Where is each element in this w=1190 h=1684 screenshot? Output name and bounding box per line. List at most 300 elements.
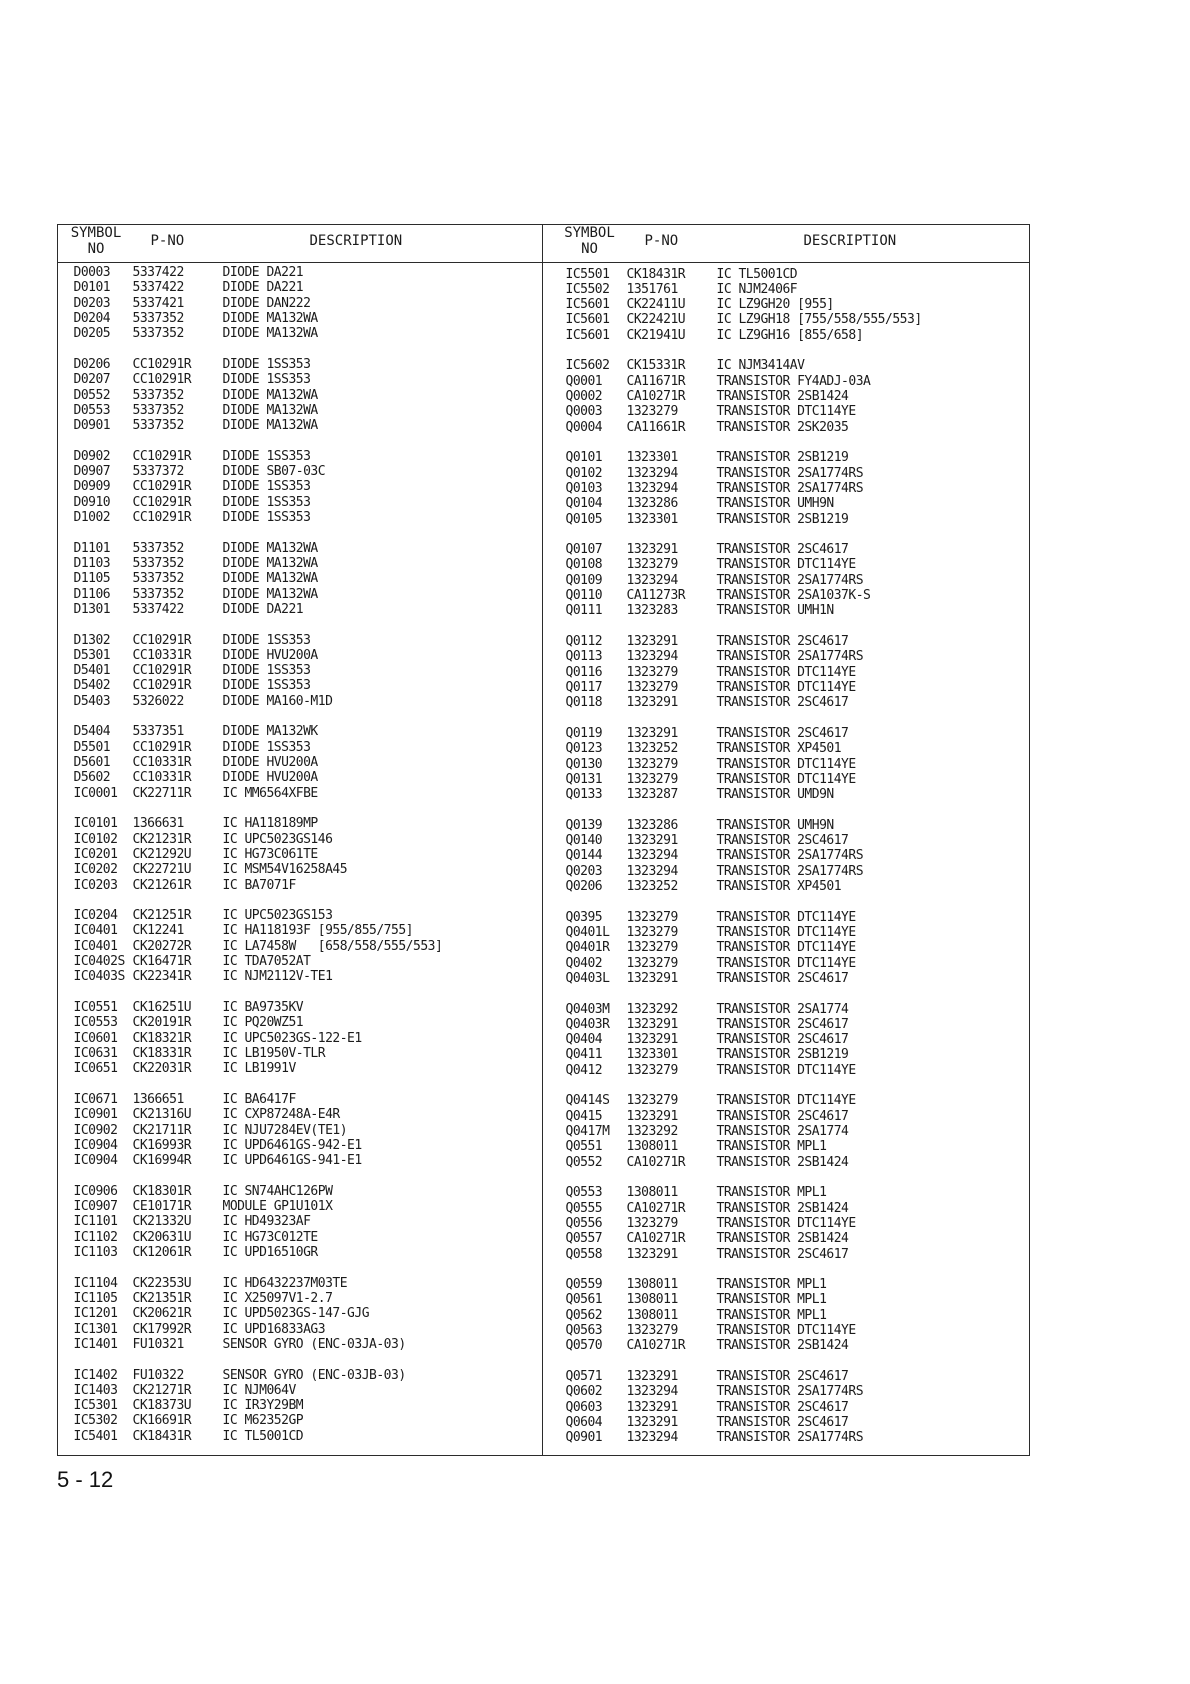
part-number-cell: 1323291 — [626, 833, 678, 849]
description-cell: TRANSISTOR 2SA1774RS — [716, 465, 864, 481]
part-number-cell: 5337352 — [132, 418, 184, 434]
description-cell: TRANSISTOR 2SB1219 — [716, 450, 849, 466]
symbol-cell: Q0112 — [565, 634, 603, 649]
symbol-cell: D5601 — [73, 755, 111, 770]
table-row — [58, 1306, 542, 1321]
symbol-cell: IC5601 — [565, 327, 610, 343]
symbol-cell: D0552 — [73, 387, 111, 403]
row-group — [543, 1369, 1029, 1446]
part-number-cell: 5337422 — [132, 601, 184, 617]
symbol-cell: IC1402 — [73, 1367, 118, 1383]
description-cell: IC MSM54V16258A45 — [222, 862, 348, 878]
table-row — [58, 1031, 542, 1046]
symbol-cell: IC0202 — [73, 862, 118, 878]
table-row — [543, 1047, 1029, 1062]
part-number-cell: CK21711R — [132, 1122, 192, 1138]
description-cell: DIODE HVU200A — [222, 755, 318, 770]
table-row — [58, 648, 542, 663]
description-cell: IC NJU7284EV(TE1) — [222, 1122, 348, 1138]
symbol-cell: IC1403 — [73, 1382, 118, 1398]
page-number: 5 - 12 — [57, 1467, 114, 1492]
symbol-cell: D1103 — [73, 555, 111, 571]
part-number-cell: 5337372 — [132, 464, 184, 480]
table-row — [543, 1247, 1029, 1262]
table-row — [58, 372, 542, 387]
description-cell: TRANSISTOR DTC114YE — [716, 924, 856, 940]
symbol-cell: D0206 — [73, 356, 111, 372]
table-row — [58, 510, 542, 525]
description-cell: IC LB1991V — [222, 1061, 296, 1077]
row-group — [543, 267, 1029, 344]
description-cell: TRANSISTOR 2SC4617 — [716, 1016, 849, 1032]
table-row — [543, 1017, 1029, 1032]
description-cell: TRANSISTOR XP4501 — [716, 879, 842, 894]
description-cell: TRANSISTOR XP4501 — [716, 741, 842, 757]
symbol-cell: Q0553 — [565, 1185, 603, 1201]
symbol-cell: IC5601 — [565, 297, 610, 313]
symbol-cell: Q0401L — [565, 924, 610, 940]
table-row — [543, 1338, 1029, 1353]
table-row — [58, 816, 542, 831]
table-row — [543, 420, 1029, 435]
part-number-cell: 5337422 — [132, 265, 184, 280]
symbol-cell: IC0651 — [73, 1061, 118, 1077]
description-cell: IC PQ20WZ51 — [222, 1015, 304, 1031]
description-cell: TRANSISTOR 2SC4617 — [716, 1246, 849, 1262]
part-number-cell: 1323294 — [626, 465, 678, 481]
table-row — [543, 1308, 1029, 1323]
symbol-cell: IC1401 — [73, 1336, 118, 1352]
row-group — [543, 542, 1029, 619]
part-number-cell: CC10331R — [132, 755, 192, 770]
part-number-cell: CK12241 — [132, 923, 184, 939]
symbol-cell: D0003 — [73, 265, 111, 280]
table-header-right — [543, 225, 1029, 263]
part-number-cell: 1323301 — [626, 511, 678, 527]
part-number-cell: CA10271R — [626, 1154, 686, 1170]
description-cell: IC HG73C061TE — [222, 846, 318, 862]
table-row — [543, 450, 1029, 465]
symbol-cell: D1106 — [73, 586, 111, 602]
row-group — [543, 726, 1029, 803]
part-number-cell: 1323279 — [626, 955, 678, 971]
part-number-cell: CK18431R — [626, 266, 686, 282]
part-number-cell: 1351761 — [626, 281, 678, 297]
row-group — [543, 1277, 1029, 1354]
row-group — [543, 818, 1029, 895]
description-cell: TRANSISTOR 2SA1774RS — [716, 848, 864, 864]
part-number-cell: CK17992R — [132, 1321, 192, 1337]
description-cell: DIODE 1SS353 — [222, 356, 311, 372]
symbol-cell: D0203 — [73, 295, 111, 311]
table-row — [58, 1337, 542, 1352]
symbol-cell: Q0562 — [565, 1307, 603, 1323]
parts-list-table — [57, 224, 1030, 1456]
part-number-cell: 1323291 — [626, 542, 678, 558]
part-number-cell: FU10322 — [132, 1367, 184, 1383]
description-cell: TRANSISTOR UMH1N — [716, 603, 834, 619]
symbol-cell: Q0901 — [565, 1430, 603, 1446]
symbol-cell: Q0415 — [565, 1108, 603, 1124]
part-number-cell: CK21332U — [132, 1214, 192, 1230]
row-group — [58, 1184, 542, 1261]
description-cell: TRANSISTOR MPL1 — [716, 1307, 827, 1323]
symbol-cell: Q0403L — [565, 970, 610, 986]
description-cell: DIODE MA160-M1D — [222, 693, 333, 709]
description-cell: TRANSISTOR 2SB1424 — [716, 1231, 849, 1247]
part-number-cell: CC10291R — [132, 739, 192, 755]
part-number-cell: 1323286 — [626, 817, 678, 833]
table-row — [58, 969, 542, 984]
part-number-cell: CK15331R — [626, 358, 686, 374]
description-cell: DIODE 1SS353 — [222, 448, 311, 464]
symbol-cell: IC0907 — [73, 1199, 118, 1215]
symbol-cell: IC0631 — [73, 1045, 118, 1061]
part-number-cell: 1323291 — [626, 970, 678, 986]
part-number-cell: CK21251R — [132, 908, 192, 924]
table-row — [543, 1400, 1029, 1415]
description-cell: TRANSISTOR FY4ADJ-03A — [716, 373, 871, 389]
table-row — [543, 374, 1029, 389]
part-number-cell: 1323279 — [626, 1062, 678, 1078]
symbol-cell: Q0555 — [565, 1200, 603, 1216]
description-cell: IC M62352GP — [222, 1413, 304, 1429]
part-number-cell: CA10271R — [626, 1338, 686, 1354]
table-row — [58, 541, 542, 556]
description-cell: TRANSISTOR 2SB1424 — [716, 1338, 849, 1354]
part-number-cell: CC10291R — [132, 494, 192, 510]
part-number-cell: 1323279 — [626, 664, 678, 680]
symbol-cell: Q0401R — [565, 940, 610, 956]
header-description: DESCRIPTION — [309, 232, 403, 249]
table-row — [58, 602, 542, 617]
table-row — [58, 678, 542, 693]
part-number-cell: CA11661R — [626, 419, 686, 435]
description-cell: IC UPD16833AG3 — [222, 1321, 326, 1337]
part-number-cell: 1308011 — [626, 1307, 678, 1323]
symbol-cell: Q0123 — [565, 741, 603, 757]
symbol-cell: IC5602 — [565, 358, 610, 374]
symbol-cell: Q0604 — [565, 1414, 603, 1430]
table-row — [58, 1276, 542, 1291]
table-row — [58, 265, 542, 280]
description-cell: IC UPD6461GS-942-E1 — [222, 1137, 362, 1153]
description-cell: DIODE MA132WA — [222, 310, 318, 326]
symbol-cell: Q0203 — [565, 863, 603, 879]
description-cell: IC TL5001CD — [716, 266, 798, 282]
part-number-cell: CK16993R — [132, 1137, 192, 1153]
part-number-cell: 1323294 — [626, 1430, 678, 1446]
table-row — [58, 449, 542, 464]
symbol-cell: Q0003 — [565, 404, 603, 420]
symbol-cell: Q0119 — [565, 725, 603, 741]
description-cell: DIODE DA221 — [222, 601, 304, 617]
table-row — [58, 280, 542, 295]
part-number-cell: CC10291R — [132, 510, 192, 525]
table-row — [543, 1216, 1029, 1231]
description-cell: DIODE MA132WA — [222, 326, 318, 342]
description-cell: TRANSISTOR 2SA1037K-S — [716, 588, 871, 604]
description-cell: TRANSISTOR DTC114YE — [716, 1215, 856, 1231]
description-cell: IC SN74AHC126PW — [222, 1183, 333, 1199]
part-number-cell: 1323279 — [626, 1323, 678, 1339]
row-group — [58, 265, 542, 342]
description-cell: TRANSISTOR 2SB1219 — [716, 511, 849, 527]
table-row — [58, 1000, 542, 1015]
part-number-cell: 1323291 — [626, 1369, 678, 1384]
row-group — [58, 1092, 542, 1169]
symbol-cell: Q0110 — [565, 588, 603, 604]
table-row — [543, 1384, 1029, 1399]
table-row — [543, 1002, 1029, 1017]
table-row — [543, 328, 1029, 343]
description-cell: TRANSISTOR 2SA1774 — [716, 1124, 849, 1139]
table-row — [543, 1201, 1029, 1216]
row-group — [58, 1276, 542, 1353]
part-number-cell: CA11273R — [626, 588, 686, 604]
symbol-cell: IC0904 — [73, 1153, 118, 1169]
description-cell: TRANSISTOR DTC114YE — [716, 557, 856, 573]
part-number-cell: CA10271R — [626, 389, 686, 404]
part-number-cell: 5337352 — [132, 540, 184, 556]
symbol-cell: IC0204 — [73, 908, 118, 924]
description-cell: IC HG73C012TE — [222, 1229, 318, 1245]
part-number-cell: 5337352 — [132, 555, 184, 571]
part-number-cell: 1308011 — [626, 1292, 678, 1308]
symbol-cell: D5401 — [73, 663, 111, 679]
table-row — [58, 770, 542, 785]
description-cell: IC UPD16510GR — [222, 1245, 318, 1260]
part-number-cell: CC10291R — [132, 448, 192, 464]
symbol-cell: D0553 — [73, 402, 111, 418]
table-row — [58, 1291, 542, 1306]
description-cell: DIODE 1SS353 — [222, 663, 311, 679]
part-number-cell: 1323301 — [626, 450, 678, 466]
symbol-cell: IC0102 — [73, 831, 118, 847]
symbol-cell: D1105 — [73, 571, 111, 587]
part-number-cell: CK18331R — [132, 1045, 192, 1061]
row-group — [543, 1185, 1029, 1262]
description-cell: DIODE MA132WA — [222, 387, 318, 403]
part-number-cell: CK18301R — [132, 1183, 192, 1199]
symbol-cell: Q0144 — [565, 848, 603, 864]
symbol-cell: IC1101 — [73, 1214, 118, 1230]
table-row — [543, 389, 1029, 404]
part-number-cell: 1323279 — [626, 557, 678, 573]
table-row — [58, 1153, 542, 1168]
table-row — [58, 847, 542, 862]
part-number-cell: 5337352 — [132, 571, 184, 587]
part-number-cell: CK22341R — [132, 969, 192, 985]
row-group — [58, 816, 542, 893]
symbol-cell: Q0602 — [565, 1384, 603, 1400]
description-cell: TRANSISTOR 2SA1774RS — [716, 649, 864, 665]
symbol-cell: Q0140 — [565, 833, 603, 849]
table-row — [543, 741, 1029, 756]
description-cell: IC NJM3414AV — [716, 358, 805, 374]
part-number-cell: 5337352 — [132, 387, 184, 403]
symbol-cell: Q0558 — [565, 1246, 603, 1262]
description-cell: IC BA6417F — [222, 1091, 296, 1107]
table-row — [543, 466, 1029, 481]
table-row — [58, 1184, 542, 1199]
table-row — [543, 496, 1029, 511]
table-row — [543, 1109, 1029, 1124]
description-cell: TRANSISTOR 2SA1774RS — [716, 1430, 864, 1446]
row-group — [543, 358, 1029, 435]
part-number-cell: CK20621R — [132, 1306, 192, 1322]
description-cell: IC BA9735KV — [222, 1000, 304, 1015]
symbol-cell: IC5401 — [73, 1428, 118, 1444]
description-cell: TRANSISTOR 2SA1774RS — [716, 480, 864, 496]
symbol-cell: Q0403M — [565, 1001, 610, 1017]
table-body-right — [543, 263, 1029, 1455]
table-row — [543, 542, 1029, 557]
symbol-cell: Q0102 — [565, 465, 603, 481]
part-number-cell: 1308011 — [626, 1185, 678, 1201]
description-cell: TRANSISTOR DTC114YE — [716, 404, 856, 420]
table-row — [58, 1322, 542, 1337]
part-number-cell: 5326022 — [132, 693, 184, 709]
description-cell: IC X25097V1-2.7 — [222, 1290, 333, 1306]
table-row — [58, 464, 542, 479]
symbol-cell: Q0556 — [565, 1215, 603, 1231]
description-cell: IC UPC5023GS-122-E1 — [222, 1030, 362, 1046]
row-group — [543, 450, 1029, 527]
description-cell: DIODE 1SS353 — [222, 479, 311, 495]
part-number-cell: CC10291R — [132, 356, 192, 372]
table-row — [58, 479, 542, 494]
table-row — [58, 1199, 542, 1214]
description-cell: DIODE 1SS353 — [222, 372, 311, 388]
table-row — [58, 1046, 542, 1061]
description-cell: SENSOR GYRO (ENC-03JB-03) — [222, 1367, 406, 1383]
header-symbol-label: SYMBOL — [564, 225, 615, 241]
description-cell: TRANSISTOR 2SC4617 — [716, 833, 849, 849]
description-cell: TRANSISTOR 2SB1424 — [716, 1200, 849, 1216]
part-number-cell: 1323294 — [626, 863, 678, 879]
table-row — [58, 1245, 542, 1260]
symbol-cell: IC0901 — [73, 1107, 118, 1123]
table-row — [58, 326, 542, 341]
description-cell: TRANSISTOR DTC114YE — [716, 955, 856, 971]
symbol-cell: D0907 — [73, 464, 111, 480]
row-group — [58, 541, 542, 618]
symbol-cell: Q0206 — [565, 879, 603, 894]
part-number-cell: 1308011 — [626, 1139, 678, 1155]
symbol-cell: Q0403R — [565, 1016, 610, 1032]
description-cell: DIODE MA132WA — [222, 586, 318, 602]
symbol-cell: IC0904 — [73, 1137, 118, 1153]
description-cell: DIODE HVU200A — [222, 770, 318, 786]
part-number-cell: 1323287 — [626, 787, 678, 803]
part-number-cell: 1323292 — [626, 1124, 678, 1139]
description-cell: TRANSISTOR UMH9N — [716, 496, 834, 512]
description-cell: IC HA118193F [955/855/755] — [222, 923, 413, 939]
table-row — [543, 848, 1029, 863]
header-no-label: NO — [581, 241, 598, 257]
description-cell: DIODE DA221 — [222, 265, 304, 280]
table-row — [58, 1230, 542, 1245]
part-number-cell: 1323279 — [626, 1215, 678, 1231]
part-number-cell: CK22711R — [132, 785, 192, 801]
description-cell: TRANSISTOR DTC114YE — [716, 679, 856, 695]
header-no-label: NO — [87, 241, 105, 257]
part-number-cell: 1323279 — [626, 404, 678, 420]
table-row — [543, 312, 1029, 327]
header-part-number: P-NO — [150, 232, 185, 249]
description-cell: DIODE MA132WA — [222, 571, 318, 587]
header-part-number: P-NO — [644, 232, 679, 249]
symbol-cell: Q0561 — [565, 1292, 603, 1308]
part-number-cell: 1323294 — [626, 1384, 678, 1400]
part-number-cell: CK20272R — [132, 938, 192, 954]
symbol-cell: IC0401 — [73, 938, 118, 954]
table-row — [543, 1415, 1029, 1430]
part-number-cell: CK16471R — [132, 954, 192, 970]
description-cell: TRANSISTOR 2SC4617 — [716, 970, 849, 986]
description-cell: TRANSISTOR MPL1 — [716, 1139, 827, 1155]
table-row — [58, 923, 542, 938]
symbol-cell: IC0402S — [73, 954, 125, 970]
description-cell: IC LZ9GH20 [955] — [716, 297, 834, 313]
part-number-cell: CA10271R — [626, 1231, 686, 1247]
part-number-cell: CA10271R — [626, 1200, 686, 1216]
description-cell: TRANSISTOR DTC114YE — [716, 1093, 856, 1109]
symbol-cell: D0901 — [73, 418, 111, 434]
description-cell: IC HD6432237M03TE — [222, 1275, 348, 1291]
part-number-cell: 1323283 — [626, 603, 678, 619]
symbol-cell: Q0417M — [565, 1124, 610, 1139]
description-cell: TRANSISTOR 2SC4617 — [716, 1399, 849, 1415]
part-number-cell: 1323279 — [626, 940, 678, 956]
description-cell: IC UPC5023GS153 — [222, 908, 333, 924]
description-cell: DIODE MA132WA — [222, 402, 318, 418]
part-number-cell: CK21231R — [132, 831, 192, 847]
table-row — [543, 1292, 1029, 1307]
symbol-cell: IC0553 — [73, 1015, 118, 1031]
table-row — [58, 786, 542, 801]
symbol-cell: Q0552 — [565, 1154, 603, 1170]
part-number-cell: CC10291R — [132, 479, 192, 495]
part-number-cell: CK22411U — [626, 297, 686, 313]
part-number-cell: 1323291 — [626, 1414, 678, 1430]
symbol-cell: D5301 — [73, 647, 111, 663]
symbol-cell: D5402 — [73, 678, 111, 694]
symbol-cell: IC1103 — [73, 1245, 118, 1260]
symbol-cell: IC0101 — [73, 816, 118, 832]
part-number-cell: 1323291 — [626, 1032, 678, 1048]
part-number-cell: CA11671R — [626, 373, 686, 389]
part-number-cell: CK16994R — [132, 1153, 192, 1169]
description-cell: DIODE 1SS353 — [222, 739, 311, 755]
part-number-cell: 5337352 — [132, 586, 184, 602]
symbol-cell: D0909 — [73, 479, 111, 495]
symbol-cell: IC1301 — [73, 1321, 118, 1337]
symbol-cell: D5404 — [73, 724, 111, 740]
table-row — [58, 296, 542, 311]
part-number-cell: CE10171R — [132, 1199, 192, 1215]
part-number-cell: 1308011 — [626, 1277, 678, 1293]
table-row — [543, 1093, 1029, 1108]
table-row — [58, 939, 542, 954]
table-row — [543, 1139, 1029, 1154]
table-row — [58, 663, 542, 678]
part-number-cell: 5337352 — [132, 402, 184, 418]
part-number-cell: CC10291R — [132, 632, 192, 648]
symbol-cell: Q0570 — [565, 1338, 603, 1354]
part-number-cell: 5337421 — [132, 295, 184, 311]
